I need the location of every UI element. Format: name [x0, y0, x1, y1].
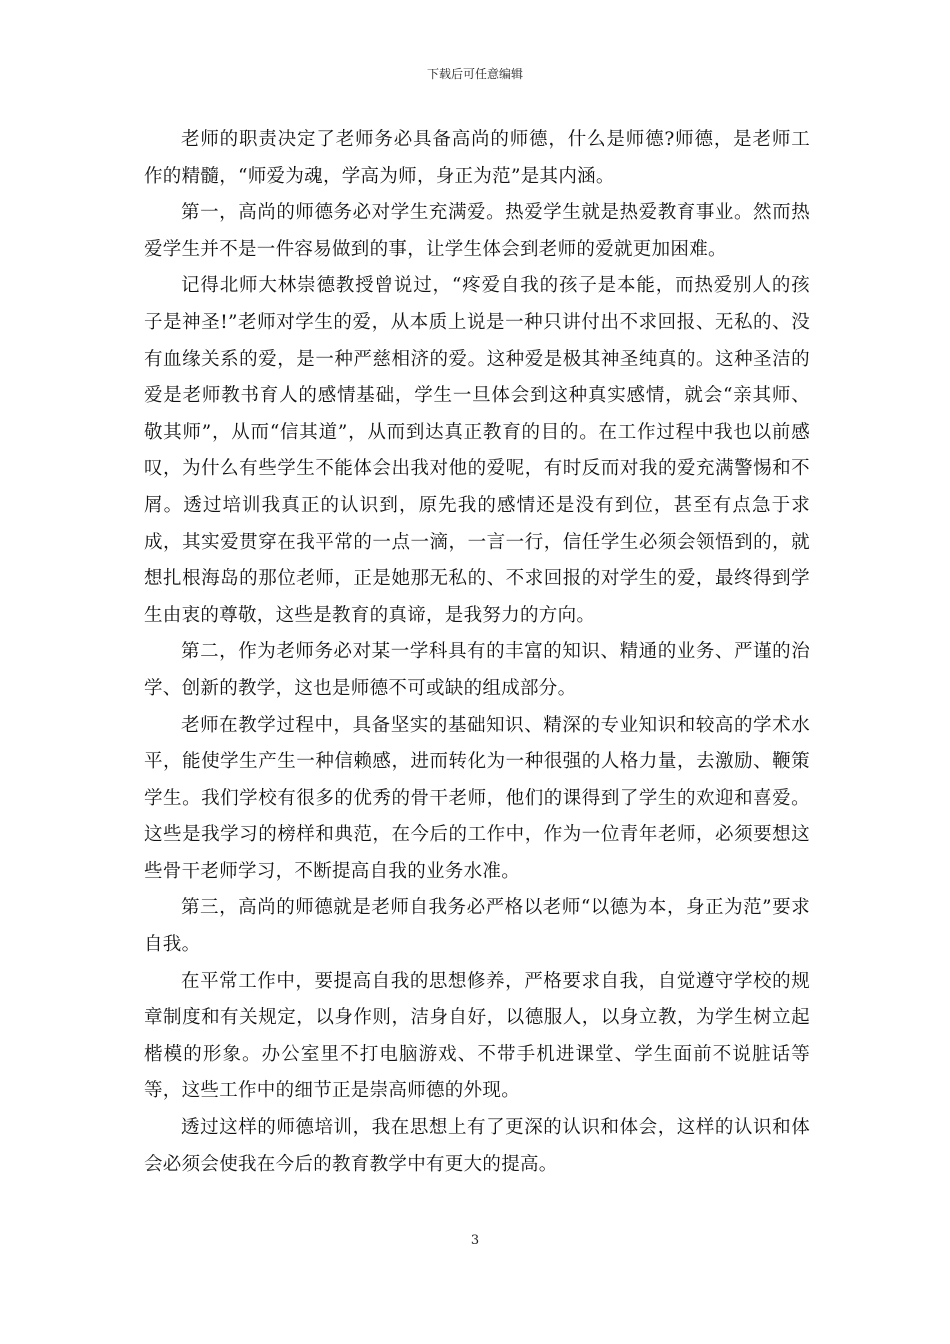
paragraph: 老师在教学过程中，具备坚实的基础知识、精深的专业知识和较高的学术水平，能使学生产生一种信赖感，进而转化为一种很强的人格力量，去激励、鞭策学生。我们学校有很多的优秀的骨干老师，他们的课得到了学生的欢迎和喜爱。这些是我学习的榜样和典范，在今后的工作中，作为一位青年老师，必须要想这些骨干老师学习，不断提高自我的业务水准。	[144, 714, 810, 882]
paragraph: 在平常工作中，要提高自我的思想修养，严格要求自我，自觉遵守学校的规章制度和有关规定，以身作则，洁身自好，以德服人，以身立教，为学生树立起楷模的形象。办公室里不打电脑游戏、不带手机进课堂、学生面前不说脏话等等，这些工作中的细节正是崇高师德的外现。	[144, 970, 810, 1102]
paragraph: 第二，作为老师务必对某一学科具有的丰富的知识、精通的业务、严谨的治学、创新的教学，这也是师德不可或缺的组成部分。	[144, 641, 810, 699]
document-body	[144, 122, 810, 1183]
page-number: 3	[470, 1233, 480, 1248]
paragraph: 透过这样的师德培训，我在思想上有了更深的认识和体会，这样的认识和体会必须会使我在今后的教育教学中有更大的提高。	[144, 1117, 810, 1175]
paragraph: 记得北师大林崇德教授曾说过，“疼爱自我的孩子是本能，而热爱别人的孩子是神圣!”老师对学生的爱，从本质上说是一种只讲付出不求回报、无私的、没有血缘关系的爱，是一种严慈相济的爱。这种爱是极其神圣纯真的。这种圣洁的爱是老师教书育人的感情基础，学生一旦体会到这种真实感情，就会“亲其师、敬其师”，从而“信其道”，从而到达真正教育的目的。在工作过程中我也以前感叹，为什么有些学生不能体会出我对他的爱呢，有时反而对我的爱充满警惕和不屑。透过培训我真正的认识到，原先我的感情还是没有到位，甚至有点急于求成，其实爱贯穿在我平常的一点一滴，一言一行，信任学生必须会领悟到的，就想扎根海岛的那位老师，正是她那无私的、不求回报的对学生的爱，最终得到学生由衷的尊敬，这些是教育的真谛，是我努力的方向。	[144, 275, 810, 626]
paragraph: 第一，高尚的师德务必对学生充满爱。热爱学生就是热爱教育事业。然而热爱学生并不是一件容易做到的事，让学生体会到老师的爱就更加困难。	[144, 202, 810, 260]
paragraph: 第三，高尚的师德就是老师自我务必严格以老师“以德为本，身正为范”要求自我。	[144, 897, 810, 956]
page-header: 下载后可任意编辑	[426, 67, 523, 81]
paragraph: 老师的职责决定了老师务必具备高尚的师德，什么是师德?师德，是老师工作的精髓，“师爱为魂，学高为师，身正为范”是其内涵。	[144, 129, 810, 187]
